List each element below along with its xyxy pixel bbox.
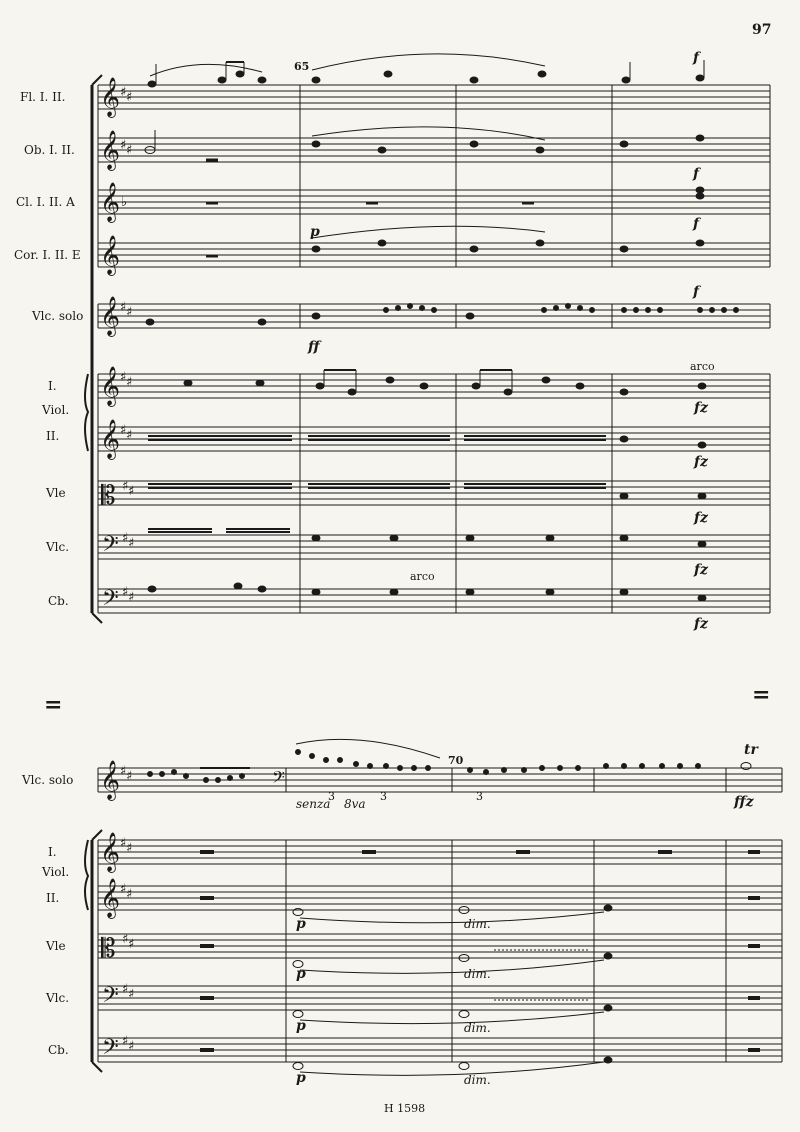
dynamic-f-oboe: f [693,166,700,182]
svg-text:♯: ♯ [128,536,135,551]
svg-text:♯: ♯ [126,90,133,105]
svg-text:♯: ♯ [126,375,133,390]
svg-text:♯: ♯ [126,841,133,856]
label-flute: Fl. I. II. [20,90,66,104]
label-oboe: Ob. I. II. [24,143,75,157]
system-separator-left: = [44,692,63,718]
staff-horn [98,243,770,267]
svg-text:𝄞: 𝄞 [100,130,121,170]
trill-marking: tr [744,742,758,758]
system-1 [85,75,770,623]
label-violin-2-2: II. [46,891,60,905]
markings-system-2 [296,742,759,1087]
tuplet-3-c: 3 [476,790,483,803]
svg-text:𝄢: 𝄢 [102,983,119,1013]
svg-text:♯: ♯ [120,138,127,153]
dim-bass: dim. [464,1073,491,1087]
staff-clarinet [98,190,770,214]
svg-text:𝄢: 𝄢 [272,767,285,791]
instrument-labels-system-2 [21,773,73,1057]
label-horn: Cor. I. II. E [14,248,81,262]
label-violin-1-2: I. [48,845,57,859]
svg-text:𝄡: 𝄡 [101,481,116,511]
svg-text:♯: ♯ [126,769,133,784]
svg-text:♯: ♯ [122,531,129,546]
svg-text:𝄢: 𝄢 [102,532,119,562]
dynamic-ff: ff [308,339,320,355]
dynamic-p: p [310,224,320,240]
svg-text:𝄞: 𝄞 [100,182,121,222]
footer-plate-number: H 1598 [384,1102,426,1115]
svg-text:𝄞: 𝄞 [100,366,121,406]
label-cello-2: Vlc. [46,991,70,1005]
staff-cello-solo-2 [98,768,782,792]
notes-system-2 [148,739,752,1063]
dynamic-ffz: ffz [734,794,754,810]
svg-text:♯: ♯ [120,836,127,851]
staff-flute [98,85,770,109]
svg-text:♯: ♯ [122,1034,129,1049]
svg-text:♯: ♯ [120,85,127,100]
instrument-labels-system-1 [14,90,83,608]
svg-text:𝄞: 𝄞 [100,878,121,918]
dynamic-p-bass: p [296,1070,306,1086]
svg-text:♯: ♯ [120,764,127,779]
svg-text:♯: ♯ [128,1039,135,1054]
svg-text:𝄞: 𝄞 [100,832,121,872]
svg-text:♯: ♯ [120,882,127,897]
dynamic-f-horn: f [693,284,700,300]
svg-text:𝄡: 𝄡 [101,934,116,964]
svg-text:♯: ♯ [128,987,135,1002]
label-violin-2: II. [46,429,60,443]
label-cello-solo-2: Vlc. solo [22,773,74,787]
staff-violin-1 [98,374,770,398]
svg-text:♯: ♯ [126,428,133,443]
arco-violin: arco [690,360,715,373]
dynamic-p-cello: p [296,1018,306,1034]
svg-text:𝄞: 𝄞 [100,235,121,275]
barlines-system-1 [300,85,770,613]
dynamic-p-viola: p [296,966,306,982]
clefs-system-2 [100,760,285,1065]
staff-oboe [98,138,770,162]
label-violin: Viol. [42,403,70,417]
dynamic-f-flute: f [693,50,700,66]
markings-system-1 [294,50,715,632]
staff-bass [98,589,770,613]
svg-text:♯: ♯ [120,423,127,438]
label-bass: Cb. [48,594,69,608]
svg-text:𝄢: 𝄢 [102,1035,119,1065]
svg-text:𝄞: 𝄞 [100,296,121,336]
svg-text:♯: ♯ [122,479,129,494]
svg-text:𝄞: 𝄞 [100,77,121,117]
arco-bass: arco [410,570,435,583]
dynamic-f-clarinet: f [693,216,700,232]
system-2 [85,768,782,1075]
dim-cello: dim. [464,1021,491,1035]
senza-marking: senza [296,797,331,811]
svg-text:𝄞: 𝄞 [100,419,121,459]
label-violin-2b: Viol. [42,865,70,879]
label-viola: Vle [46,486,66,500]
svg-text:♯: ♯ [122,932,129,947]
svg-text:♯: ♯ [128,484,135,499]
label-bass-2: Cb. [48,1043,69,1057]
svg-text:𝄢: 𝄢 [102,586,119,616]
ottava-marking: 8va [344,797,366,811]
tuplet-3-a: 3 [328,790,335,803]
label-viola-2: Vle [46,939,66,953]
svg-text:♯: ♯ [120,370,127,385]
label-clarinet: Cl. I. II. A [16,195,75,209]
svg-text:♯: ♯ [126,887,133,902]
label-cello: Vlc. [46,540,70,554]
svg-text:♯: ♯ [120,300,127,315]
page-number: 97 [752,22,772,38]
dynamic-fz-violin-1: fz [694,400,708,416]
svg-text:♯: ♯ [126,305,133,320]
dim-violin-2: dim. [464,917,491,931]
svg-text:♯: ♯ [122,982,129,997]
svg-text:𝄞: 𝄞 [100,760,121,800]
clefs-system-1 [100,77,134,616]
dim-viola: dim. [464,967,491,981]
tuplet-3-b: 3 [380,790,387,803]
notes-system-1 [145,54,739,601]
svg-text:♯: ♯ [126,143,133,158]
measure-number-70: 70 [448,754,464,767]
dynamic-fz-viola: fz [694,510,708,526]
svg-text:♯: ♯ [122,585,129,600]
label-violin-1: I. [48,379,57,393]
measure-number-65: 65 [294,60,310,73]
dynamic-fz-cello: fz [694,562,708,578]
svg-text:♭: ♭ [121,195,128,210]
svg-text:♯: ♯ [128,590,135,605]
staff-cello [98,535,770,559]
dynamic-p-violin-2: p [296,916,306,932]
dynamic-fz-violin-2: fz [694,454,708,470]
barlines-system-2 [286,768,782,1062]
system-separator-right: = [752,682,771,708]
dynamic-fz-bass: fz [694,616,708,632]
svg-text:♯: ♯ [128,937,135,952]
label-cello-solo: Vlc. solo [32,309,84,323]
